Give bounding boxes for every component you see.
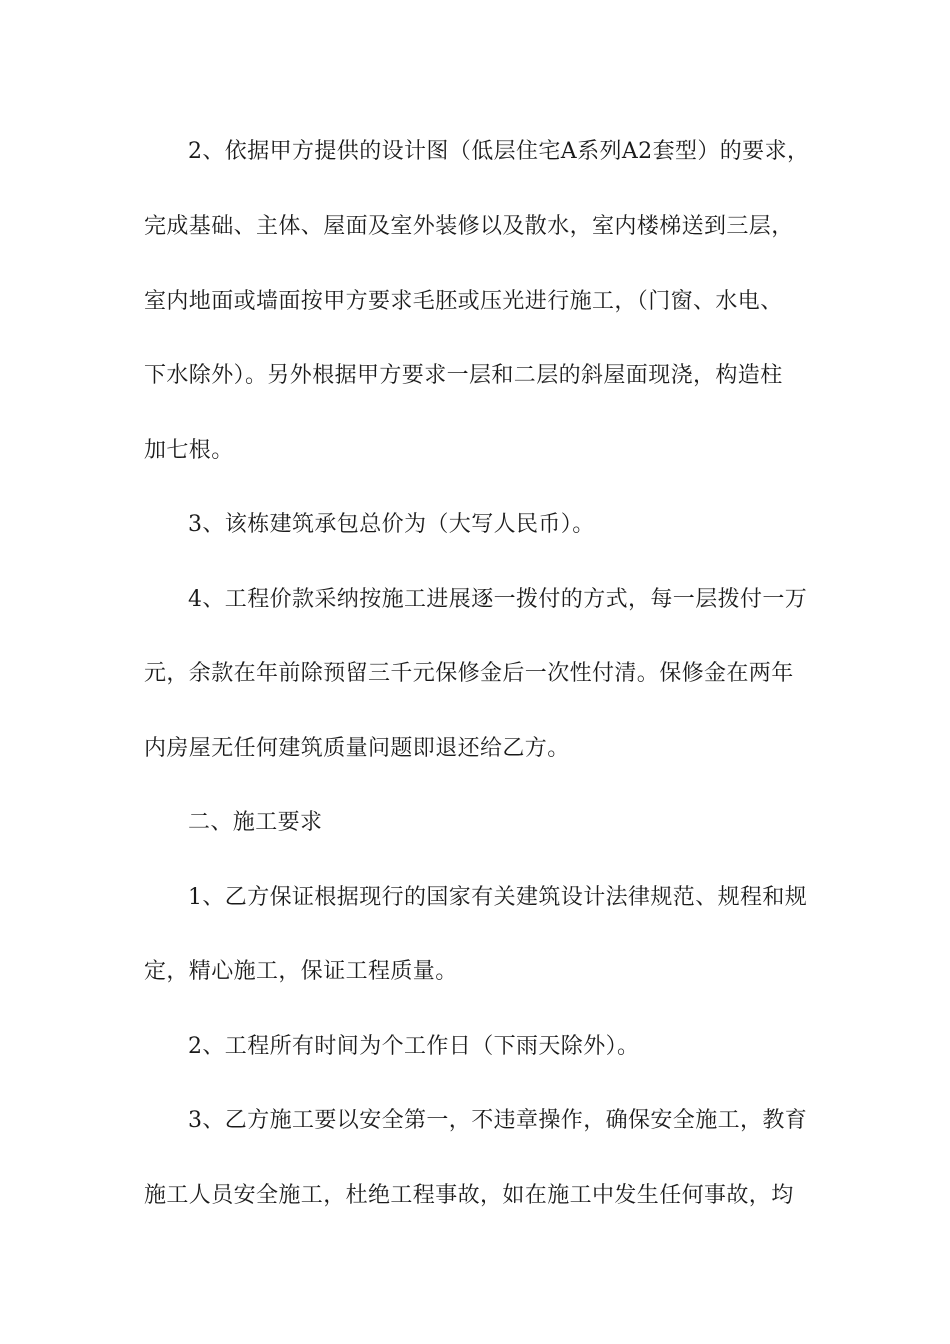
text-line: 施工人员安全施工，杜绝工程事故，如在施工中发生任何事故，均	[144, 1183, 794, 1208]
text-line: 室内地面或墙面按甲方要求毛胚或压光进行施工，（门窗、水电、	[144, 289, 783, 314]
text-line: 完成基础、主体、屋面及室外装修以及散水，室内楼梯送到三层，	[144, 214, 794, 239]
section-heading: 二、施工要求	[188, 810, 323, 835]
text-line: 3、该栋建筑承包总价为（大写人民币）。	[188, 512, 595, 537]
text-line: 2、工程所有时间为个工作日（下雨天除外）。	[188, 1034, 640, 1059]
text-line: 2、依据甲方提供的设计图（低层住宅A系列A2套型）的要求，	[188, 139, 810, 164]
text-line: 内房屋无任何建筑质量问题即退还给乙方。	[144, 736, 570, 761]
text-line: 加七根。	[144, 438, 234, 463]
text-line: 4、工程价款采纳按施工进展逐一拨付的方式，每一层拨付一万	[188, 587, 808, 612]
text-line: 下水除外）。另外根据甲方要求一层和二层的斜屋面现浇，构造柱	[144, 363, 783, 388]
text-line: 3、乙方施工要以安全第一，不违章操作，确保安全施工，教育	[188, 1108, 808, 1133]
text-line: 1、乙方保证根据现行的国家有关建筑设计法律规范、规程和规	[188, 885, 808, 910]
text-line: 元，余款在年前除预留三千元保修金后一次性付清。保修金在两年	[144, 661, 794, 686]
text-line: 定，精心施工，保证工程质量。	[144, 959, 458, 984]
